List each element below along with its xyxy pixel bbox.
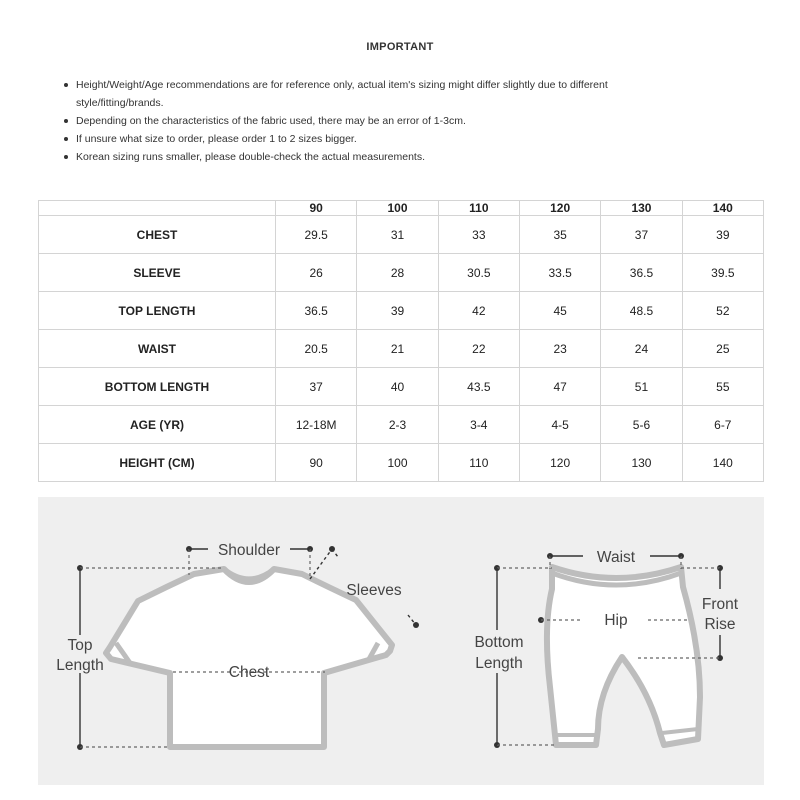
note-item: Depending on the characteristics of the fabric used, there may be an error of 1-3cm. xyxy=(62,112,742,130)
row-label: SLEEVE xyxy=(39,254,276,292)
size-header: 120 xyxy=(519,201,600,216)
chest-label: Chest xyxy=(228,664,270,681)
pants-outline xyxy=(547,567,700,745)
table-cell: 37 xyxy=(276,368,357,406)
table-cell: 45 xyxy=(519,292,600,330)
table-cell: 43.5 xyxy=(438,368,519,406)
table-cell: 5-6 xyxy=(601,406,682,444)
table-cell: 31 xyxy=(357,216,438,254)
table-cell: 22 xyxy=(438,330,519,368)
note-item: Korean sizing runs smaller, please double-check the actual measurements. xyxy=(62,148,742,166)
table-cell: 100 xyxy=(357,444,438,482)
table-cell: 39.5 xyxy=(682,254,763,292)
table-cell: 36.5 xyxy=(276,292,357,330)
size-header: 110 xyxy=(438,201,519,216)
sleeve-line xyxy=(310,549,332,579)
table-row xyxy=(39,368,764,406)
table-body xyxy=(39,216,764,482)
table-cell: 29.5 xyxy=(276,216,357,254)
sleeve-line xyxy=(332,549,338,557)
table-cell: 42 xyxy=(438,292,519,330)
table-row xyxy=(39,216,764,254)
table-row xyxy=(39,444,764,482)
sleeves-label: Sleeves xyxy=(346,582,402,599)
table-cell: 40 xyxy=(357,368,438,406)
table-cell: 3-4 xyxy=(438,406,519,444)
note-item: Height/Weight/Age recommendations are for reference only, actual item's sizing might differ slightly due to different xyxy=(62,76,742,94)
row-label: WAIST xyxy=(39,330,276,368)
table-cell: 26 xyxy=(276,254,357,292)
table-cell: 35 xyxy=(519,216,600,254)
bottom-length-label: Length xyxy=(475,655,523,672)
table-header-row xyxy=(39,201,764,216)
size-header: 130 xyxy=(601,201,682,216)
top-length-label: Length xyxy=(56,657,104,674)
table-cell: 51 xyxy=(601,368,682,406)
note-item-continuation: style/fitting/brands. xyxy=(76,97,164,109)
row-label: HEIGHT (CM) xyxy=(39,444,276,482)
table-row xyxy=(39,406,764,444)
row-label: CHEST xyxy=(39,216,276,254)
top-length-label: Top xyxy=(67,637,93,654)
table-cell: 25 xyxy=(682,330,763,368)
table-corner-cell xyxy=(39,201,276,216)
table-cell: 48.5 xyxy=(601,292,682,330)
table-row xyxy=(39,330,764,368)
size-header: 140 xyxy=(682,201,763,216)
size-header: 90 xyxy=(276,201,357,216)
front-rise-label: Rise xyxy=(704,616,736,633)
table-cell: 130 xyxy=(601,444,682,482)
measurement-diagram xyxy=(38,497,764,785)
table-cell: 55 xyxy=(682,368,763,406)
notes-list xyxy=(62,76,742,166)
table-row xyxy=(39,254,764,292)
table-cell: 52 xyxy=(682,292,763,330)
table-cell: 21 xyxy=(357,330,438,368)
table-cell: 90 xyxy=(276,444,357,482)
size-table xyxy=(38,200,764,482)
front-rise-label: Front xyxy=(701,596,739,613)
table-cell: 20.5 xyxy=(276,330,357,368)
table-cell: 33 xyxy=(438,216,519,254)
row-label: TOP LENGTH xyxy=(39,292,276,330)
row-label: BOTTOM LENGTH xyxy=(39,368,276,406)
table-cell: 6-7 xyxy=(682,406,763,444)
waist-label: Waist xyxy=(596,549,636,566)
table-cell: 4-5 xyxy=(519,406,600,444)
table-cell: 110 xyxy=(438,444,519,482)
table-cell: 12-18M xyxy=(276,406,357,444)
hip-label: Hip xyxy=(604,612,628,629)
table-cell: 39 xyxy=(357,292,438,330)
table-cell: 23 xyxy=(519,330,600,368)
table-cell: 30.5 xyxy=(438,254,519,292)
table-cell: 33.5 xyxy=(519,254,600,292)
table-row xyxy=(39,292,764,330)
bottom-length-label: Bottom xyxy=(474,634,524,651)
table-cell: 37 xyxy=(601,216,682,254)
table-cell: 2-3 xyxy=(357,406,438,444)
table-cell: 120 xyxy=(519,444,600,482)
note-item: If unsure what size to order, please order 1 to 2 sizes bigger. xyxy=(62,130,742,148)
row-label: AGE (YR) xyxy=(39,406,276,444)
table-cell: 28 xyxy=(357,254,438,292)
table-cell: 24 xyxy=(601,330,682,368)
table-cell: 36.5 xyxy=(601,254,682,292)
table-cell: 47 xyxy=(519,368,600,406)
size-header: 100 xyxy=(357,201,438,216)
measurement-diagram-svg xyxy=(38,497,764,785)
table-cell: 140 xyxy=(682,444,763,482)
shoulder-label: Shoulder xyxy=(217,542,281,559)
page-title: IMPORTANT xyxy=(366,41,434,53)
table-cell: 39 xyxy=(682,216,763,254)
